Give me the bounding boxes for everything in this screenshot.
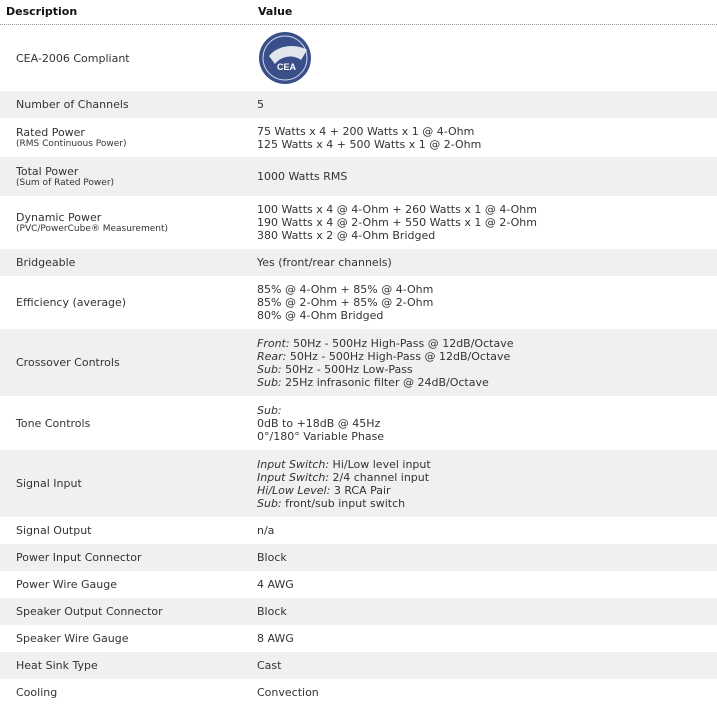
spec-value-text: 85% @ 4-Ohm + 85% @ 4-Ohm [257,283,434,296]
spec-value [257,632,294,645]
table-row [0,91,717,118]
spec-label-text: Signal Output [16,524,92,537]
spec-value-line [257,350,513,363]
spec-label-text: Rated Power [16,125,85,139]
table-row [0,652,717,679]
spec-value-line [257,686,319,699]
table-row [0,276,717,329]
spec-label-text: Bridgeable [16,256,76,269]
spec-label [16,417,90,430]
spec-value-text: 50Hz - 500Hz Low-Pass [281,362,413,376]
spec-sublabel: (RMS Continuous Power) [16,138,127,149]
spec-value-text: Cast [257,659,282,672]
spec-value-text: 80% @ 4-Ohm Bridged [257,309,384,322]
spec-value-line [257,417,384,430]
table-row [0,544,717,571]
table-row [0,249,717,276]
table-row [0,625,717,652]
spec-label [16,632,128,645]
spec-value-text: 5 [257,98,264,111]
spec-value-line [257,309,433,322]
spec-value-line [257,484,431,497]
table-row [0,679,717,706]
spec-value [257,458,431,510]
spec-label [16,211,168,235]
spec-value-line [257,170,347,183]
spec-value-text: 125 Watts x 4 + 500 Watts x 1 @ 2-Ohm [257,137,482,151]
spec-value-line [257,578,294,591]
spec-value-line [257,203,537,216]
spec-value-line [257,524,274,537]
spec-label-text: Speaker Wire Gauge [16,632,129,645]
spec-label-text: Cooling [16,686,58,699]
table-row [0,329,717,396]
spec-label [16,98,129,111]
spec-value-line [257,632,294,645]
spec-value-line [257,125,481,138]
spec-value-text: Block [257,605,287,618]
spec-value [257,578,294,591]
spec-value-line [257,138,481,151]
spec-label [16,296,126,309]
spec-label-text: CEA-2006 Compliant [16,51,130,65]
spec-value [257,551,287,564]
spec-label [16,551,141,564]
spec-label [16,356,120,369]
spec-rows [0,25,717,706]
spec-value-prefix: Input Switch: [257,470,330,484]
spec-value-text: 0dB to +18dB @ 45Hz [257,416,381,430]
table-row [0,450,717,517]
spec-label-text: Power Wire Gauge [16,578,117,591]
spec-value-text: front/sub input switch [281,496,406,510]
spec-value-text: 85% @ 2-Ohm + 85% @ 2-Ohm [257,296,434,309]
spec-sublabel: (Sum of Rated Power) [16,177,115,188]
table-row [0,571,717,598]
spec-value-text: 1000 Watts RMS [257,170,348,183]
spec-label-text: Speaker Output Connector [16,605,163,618]
spec-label-text: Total Power [16,164,79,178]
spec-value-line [257,296,433,309]
spec-label [16,477,82,490]
spec-value-text: 3 RCA Pair [330,483,391,497]
spec-value-line [257,337,513,350]
spec-label [16,578,117,591]
description-column-header: Description [6,5,78,18]
spec-value-line [257,458,431,471]
table-row [0,396,717,450]
spec-value [257,203,537,242]
spec-value-line [257,430,384,443]
spec-value [257,337,513,389]
spec-label [16,165,114,189]
spec-value-line [257,404,384,417]
table-row [0,196,717,249]
table-row [0,157,717,196]
value-column-header: Value [258,5,293,18]
spec-value-line [257,659,281,672]
table-row [0,517,717,544]
spec-value-text: Block [257,551,287,564]
badge-text: CEA [277,62,297,72]
spec-value-text: Yes (front/rear channels) [257,256,392,269]
spec-value-prefix: Rear: [257,349,287,363]
spec-value-line [257,363,513,376]
table-row [0,598,717,625]
spec-value-text: 2/4 channel input [329,470,430,484]
spec-value [257,686,319,699]
spec-value [257,404,384,443]
spec-label [16,256,75,269]
spec-value-line [257,605,287,618]
spec-value-text: Hi/Low level input [329,457,431,471]
spec-value-text: Convection [257,686,319,699]
spec-value-text: n/a [257,524,275,537]
spec-value-prefix: Sub: [257,496,282,510]
spec-value [257,605,287,618]
spec-value-text: 4 AWG [257,578,294,591]
cea-2006-compliant-seal-icon [257,30,313,86]
spec-label-text: Efficiency (average) [16,296,127,309]
spec-value-text: 50Hz - 500Hz High-Pass @ 12dB/Octave [289,336,514,350]
spec-value-prefix: Sub: [257,362,282,376]
spec-label [16,686,57,699]
spec-value-text: 8 AWG [257,632,294,645]
spec-label-text: Heat Sink Type [16,659,98,672]
spec-label-text: Dynamic Power [16,210,102,224]
spec-value-prefix: Input Switch: [257,457,330,471]
spec-value-prefix: Sub: [257,403,282,417]
spec-label-text: Crossover Controls [16,356,120,369]
spec-value-line [257,471,431,484]
spec-sublabel: (PVC/PowerCube® Measurement) [16,223,169,234]
spec-label-text: Power Input Connector [16,551,142,564]
spec-label [16,126,127,150]
spec-value [257,170,347,183]
spec-value-line [257,229,537,242]
spec-value-line [257,497,431,510]
spec-value-text: 0°/180° Variable Phase [257,429,385,443]
spec-value [257,659,281,672]
spec-label-text: Tone Controls [16,416,91,430]
table-row [0,25,717,91]
spec-value-line [257,256,392,269]
spec-label [16,659,98,672]
spec-value-prefix: Sub: [257,375,282,389]
spec-value-line [257,551,287,564]
spec-value [257,283,433,322]
spec-label-text: Signal Input [16,477,82,490]
spec-value-text: 50Hz - 500Hz High-Pass @ 12dB/Octave [286,349,511,363]
spec-label [16,524,92,537]
spec-value [257,125,481,151]
spec-value-line [257,98,264,111]
spec-value-line [257,216,537,229]
spec-label-text: Number of Channels [16,98,129,111]
table-header [0,0,717,25]
spec-value [257,524,274,537]
spec-value-line [257,376,513,389]
spec-value [257,30,313,86]
spec-value-text: 380 Watts x 2 @ 4-Ohm Bridged [257,229,436,242]
spec-value [257,256,392,269]
spec-value-text: 25Hz infrasonic filter @ 24dB/Octave [281,375,489,389]
table-row [0,118,717,157]
spec-value-prefix: Front: [257,336,290,350]
spec-value-line [257,283,433,296]
spec-value-text: 75 Watts x 4 + 200 Watts x 1 @ 4-Ohm [257,124,475,138]
spec-value-text: 190 Watts x 4 @ 2-Ohm + 550 Watts x 1 @ 2-Ohm [257,216,537,229]
spec-label [16,52,130,65]
spec-label [16,605,163,618]
spec-value [257,98,264,111]
spec-value-prefix: Hi/Low Level: [257,483,331,497]
spec-value-text: 100 Watts x 4 @ 4-Ohm + 260 Watts x 1 @ 4-Ohm [257,203,537,216]
